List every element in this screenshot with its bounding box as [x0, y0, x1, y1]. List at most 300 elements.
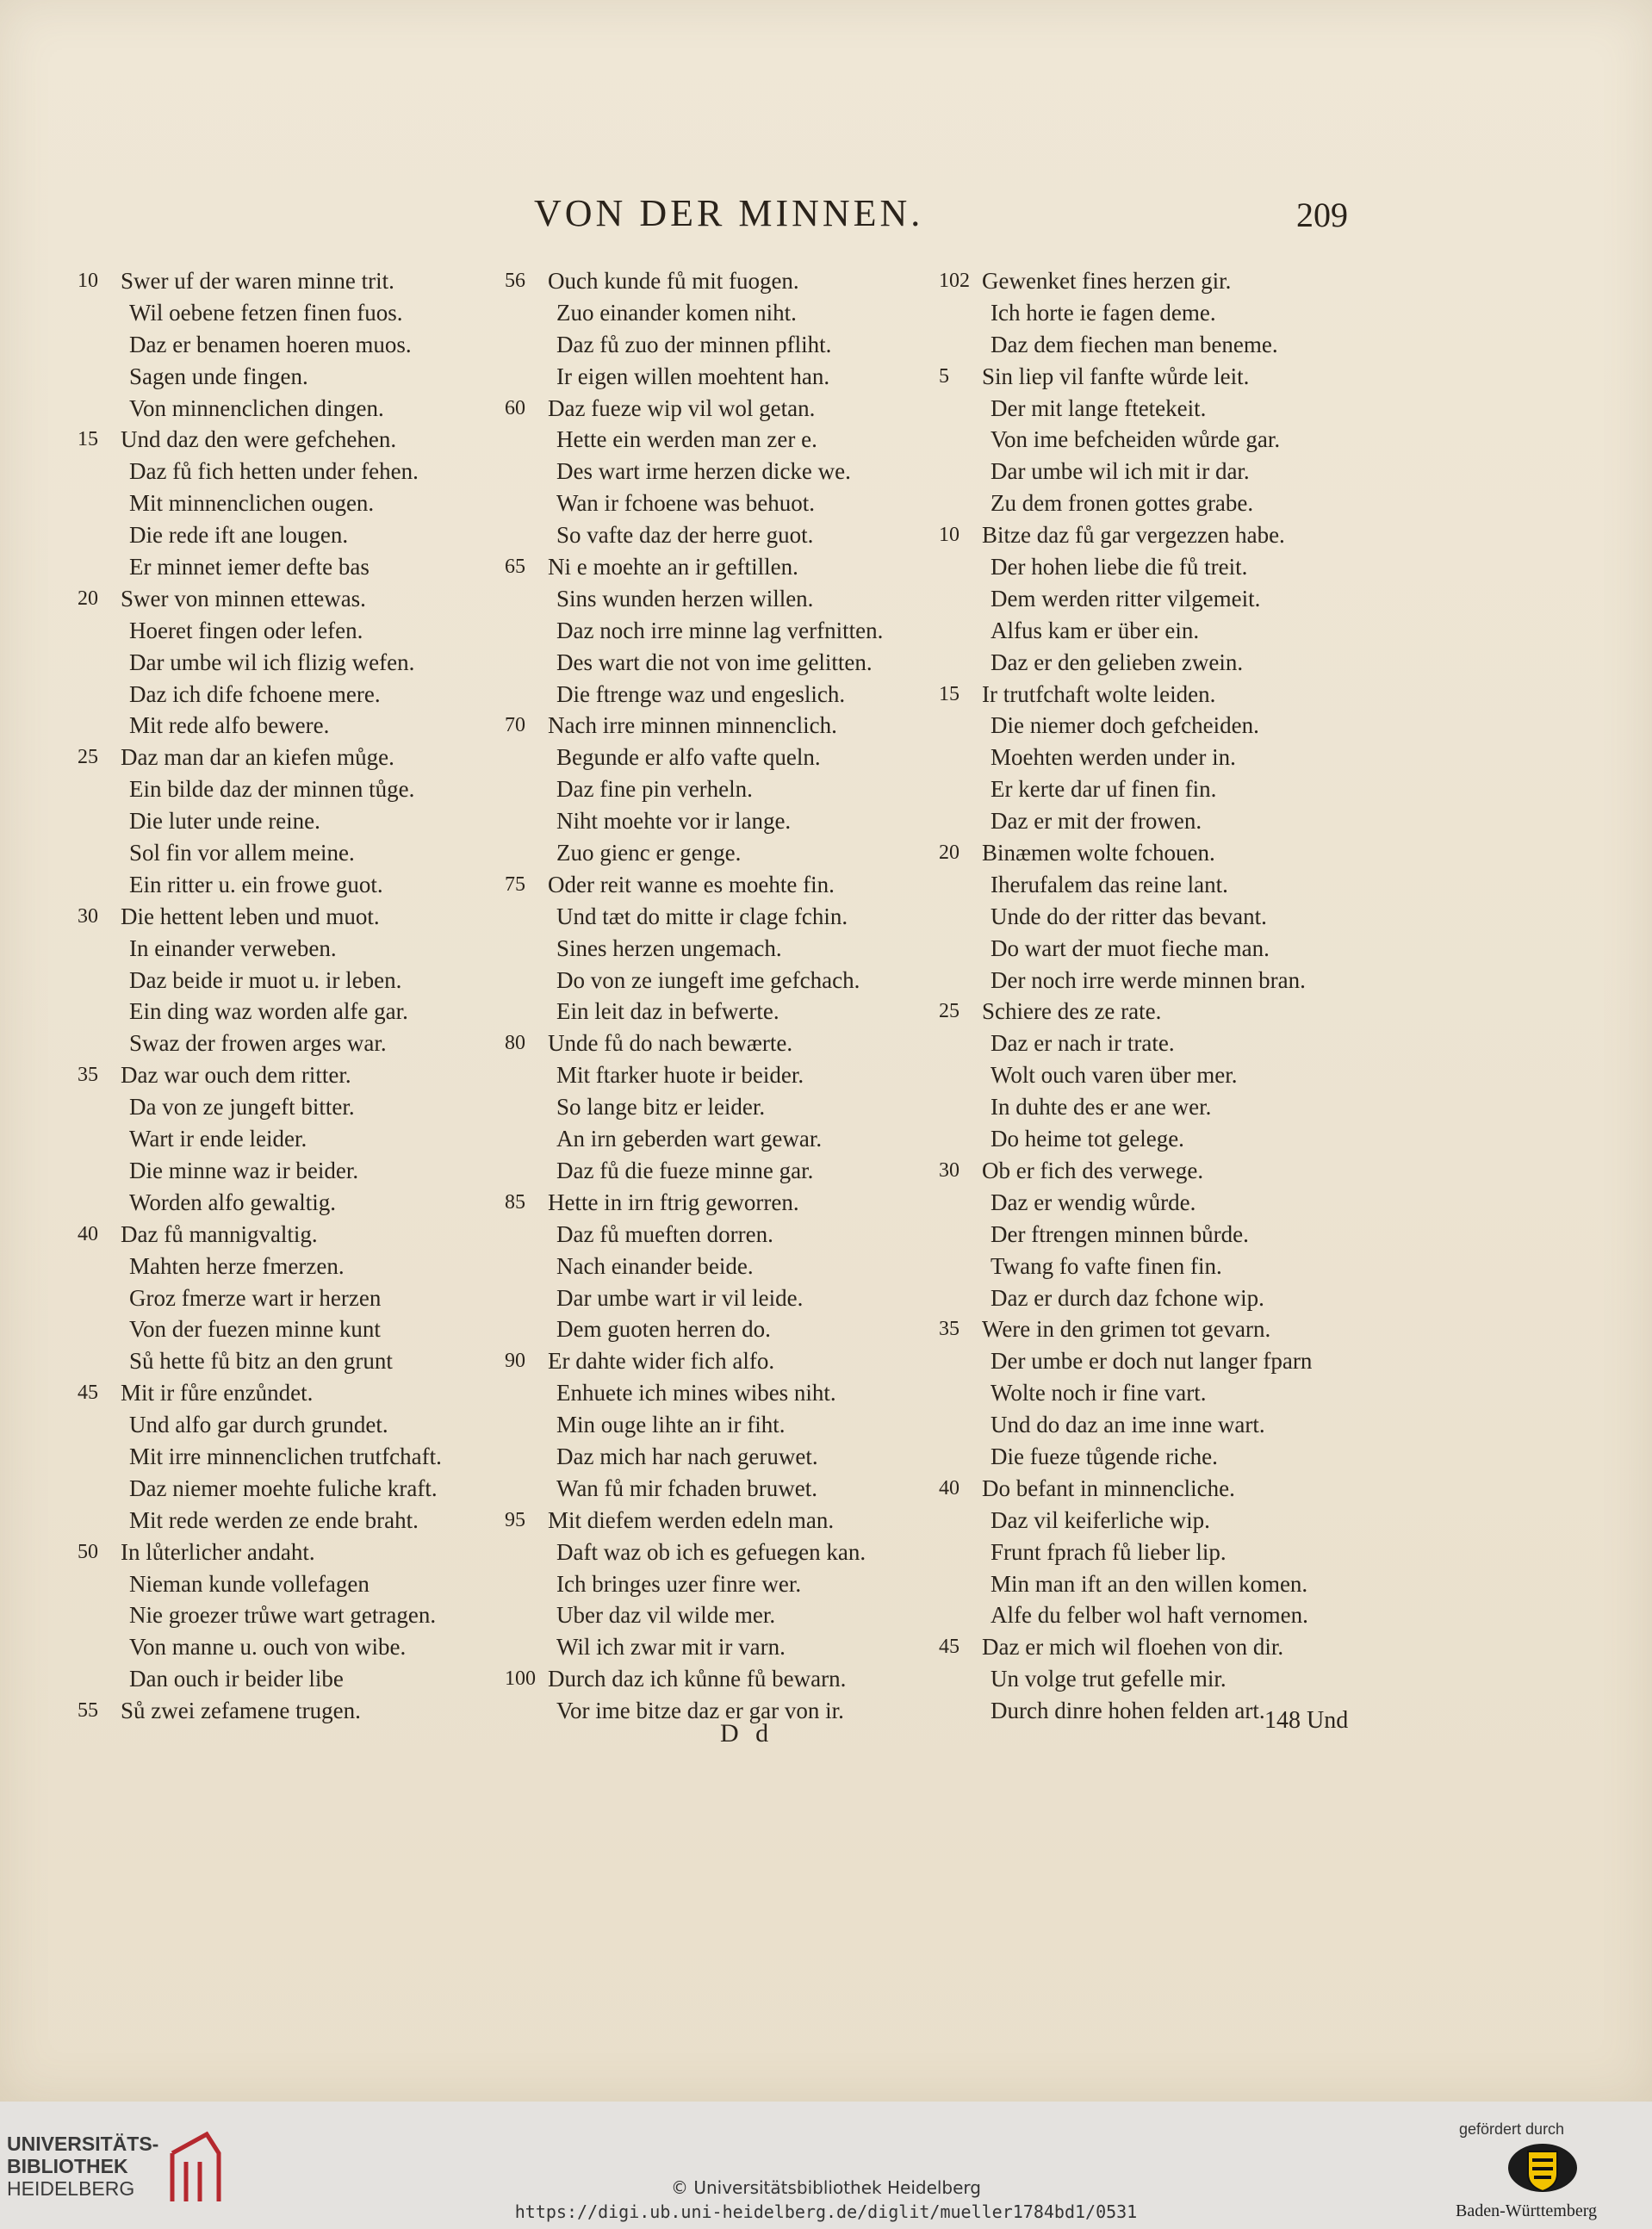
- verse-line: [78, 456, 525, 487]
- verse-line: [505, 615, 953, 647]
- verse-text: Twang fo vafte finen fin.: [991, 1252, 1222, 1279]
- verse-line: [505, 710, 953, 742]
- verse-text: Ein ding waz worden alfe gar.: [129, 998, 408, 1025]
- library-name-line3: HEIDELBERG: [7, 2177, 135, 2200]
- verse-text: Do heime tot gelege.: [991, 1126, 1184, 1152]
- verse-text: Nach einander beide.: [556, 1252, 754, 1279]
- verse-line: [939, 1599, 1387, 1631]
- verse-text: Des wart irme herzen dicke we.: [556, 458, 851, 485]
- verse-text: In lůterlicher andaht.: [121, 1538, 315, 1565]
- verse-line: [505, 933, 953, 965]
- text-column-3: [939, 265, 1387, 1727]
- verse-text: Sol fin vor allem meine.: [129, 840, 355, 866]
- verse-line: [939, 361, 1387, 393]
- verse-text: Worden alfo gewaltig.: [129, 1189, 336, 1215]
- verse-text: Mit diefem werden edeln man.: [548, 1506, 835, 1533]
- verse-line: [505, 1631, 953, 1663]
- text-column-2: [505, 265, 953, 1727]
- verse-line: [505, 1059, 953, 1091]
- verse-line: [939, 837, 1387, 869]
- verse-text: Swer von minnen ettewas.: [121, 585, 366, 612]
- line-number: 60: [505, 396, 525, 419]
- verse-line: [505, 901, 953, 933]
- verse-text: Sins wunden herzen willen.: [556, 585, 814, 612]
- verse-text: Wart ir ende leider.: [129, 1126, 307, 1152]
- verse-text: Uber daz vil wilde mer.: [556, 1602, 776, 1629]
- verse-text: Da von ze jungeft bitter.: [129, 1094, 355, 1121]
- verse-line: [505, 1219, 953, 1251]
- verse-line: [78, 1155, 525, 1187]
- verse-text: Ob er fich des verwege.: [982, 1157, 1204, 1183]
- verse-line: [939, 456, 1387, 487]
- verse-line: [939, 487, 1387, 519]
- verse-line: [78, 1059, 525, 1091]
- verse-text: Daz fů zuo der minnen pfliht.: [556, 331, 832, 357]
- verse-line: [505, 679, 953, 711]
- verse-text: Er minnet iemer defte bas: [129, 554, 370, 581]
- verse-line: [939, 583, 1387, 615]
- verse-text: Wolte noch ir fine vart.: [991, 1380, 1207, 1406]
- line-number: 65: [505, 556, 525, 579]
- verse-text: Daz ich dife fchoene mere.: [129, 680, 381, 707]
- line-number: 20: [78, 587, 98, 610]
- verse-line: [78, 965, 525, 997]
- verse-line: [939, 996, 1387, 1028]
- line-number: 75: [505, 872, 525, 896]
- verse-text: Daz er benamen hoeren muos.: [129, 331, 412, 357]
- verse-text: Und tæt do mitte ir clage fchin.: [556, 903, 848, 929]
- verse-text: Frunt fprach fů lieber lip.: [991, 1538, 1227, 1565]
- verse-text: Die niemer doch gefcheiden.: [991, 712, 1259, 739]
- verse-line: [939, 551, 1387, 583]
- verse-line: [78, 869, 525, 901]
- verse-text: Ouch kunde fů mit fuogen.: [548, 268, 799, 294]
- verse-text: Von ime befcheiden wůrde gar.: [991, 426, 1281, 453]
- verse-text: Ni e moehte an ir geftillen.: [548, 554, 798, 581]
- verse-text: Moehten werden under in.: [991, 744, 1236, 771]
- verse-text: Dan ouch ir beider libe: [129, 1666, 344, 1692]
- verse-line: [78, 519, 525, 551]
- verse-line: [939, 1537, 1387, 1568]
- verse-line: [505, 1663, 953, 1695]
- verse-line: [505, 1091, 953, 1123]
- verse-line: [505, 1028, 953, 1059]
- verse-text: Von manne u. ouch von wibe.: [129, 1634, 407, 1661]
- verse-text: Gewenket fines herzen gir.: [982, 268, 1232, 294]
- verse-text: Daz er den gelieben zwein.: [991, 649, 1244, 675]
- line-number: 5: [939, 364, 949, 388]
- verse-line: [78, 1505, 525, 1537]
- verse-line: [939, 1123, 1387, 1155]
- line-number: 30: [939, 1158, 960, 1182]
- verse-text: Wil ich zwar mit ir varn.: [556, 1634, 786, 1661]
- verse-line: [78, 901, 525, 933]
- verse-line: [505, 1345, 953, 1377]
- line-number: 30: [78, 904, 98, 928]
- verse-text: Ich bringes uzer finre wer.: [556, 1570, 802, 1597]
- verse-line: [505, 1505, 953, 1537]
- verse-line: [505, 456, 953, 487]
- verse-text: Daz er mit der frowen.: [991, 808, 1202, 835]
- verse-line: [78, 1473, 525, 1505]
- verse-line: [505, 805, 953, 837]
- verse-line: [939, 965, 1387, 997]
- verse-line: [78, 773, 525, 805]
- verse-line: [78, 297, 525, 329]
- verse-line: [939, 1568, 1387, 1600]
- verse-line: [939, 265, 1387, 297]
- verse-text: Do wart der muot fieche man.: [991, 934, 1270, 961]
- verse-text: Wil oebene fetzen finen fuos.: [129, 299, 403, 326]
- verse-line: [939, 424, 1387, 456]
- verse-line: [78, 1251, 525, 1282]
- verse-text: Daz fine pin verheln.: [556, 776, 753, 803]
- verse-text: Nieman kunde vollefagen: [129, 1570, 370, 1597]
- verse-text: Do von ze iungeft ime gefchach.: [556, 966, 860, 993]
- verse-text: Min ouge lihte an ir fiht.: [556, 1412, 786, 1438]
- verse-text: Dar umbe wil ich mit ir dar.: [991, 458, 1250, 485]
- verse-line: [78, 1568, 525, 1600]
- line-number: 25: [939, 1000, 960, 1023]
- verse-line: [505, 647, 953, 679]
- verse-line: [78, 583, 525, 615]
- verse-line: [78, 1187, 525, 1219]
- verse-text: Des wart die not von ime gelitten.: [556, 649, 873, 675]
- verse-line: [505, 361, 953, 393]
- verse-line: [78, 805, 525, 837]
- verse-text: Wan fů mir fchaden bruwet.: [556, 1475, 817, 1501]
- verse-line: [505, 837, 953, 869]
- verse-line: [505, 1187, 953, 1219]
- verse-text: Ich horte ie fagen deme.: [991, 299, 1216, 326]
- verse-text: Daft waz ob ich es gefuegen kan.: [556, 1538, 866, 1565]
- verse-text: Iherufalem das reine lant.: [991, 871, 1228, 897]
- verse-line: [78, 1377, 525, 1409]
- verse-line: [939, 1091, 1387, 1123]
- verse-text: Mit ir fůre enzůndet.: [121, 1380, 314, 1406]
- verse-text: Daz fů die fueze minne gar.: [556, 1157, 814, 1183]
- verse-text: Unde do der ritter das bevant.: [991, 903, 1267, 929]
- verse-text: Die fueze tůgende riche.: [991, 1443, 1218, 1469]
- funded-by-label: gefördert durch: [1459, 2120, 1565, 2138]
- verse-line: [505, 583, 953, 615]
- verse-text: Durch daz ich kůnne fů bewarn.: [548, 1666, 847, 1692]
- verse-line: [939, 869, 1387, 901]
- verse-text: Er kerte dar uf finen fin.: [991, 776, 1217, 803]
- verse-text: Niht moehte vor ir lange.: [556, 808, 792, 835]
- verse-line: [505, 742, 953, 773]
- verse-text: Wan ir fchoene was behuot.: [556, 490, 815, 517]
- verse-line: [939, 615, 1387, 647]
- verse-text: Alfus kam er über ein.: [991, 617, 1200, 643]
- verse-line: [939, 933, 1387, 965]
- verse-line: [505, 965, 953, 997]
- verse-line: [505, 1409, 953, 1441]
- verse-line: [939, 710, 1387, 742]
- verse-text: Sů zwei zefamene trugen.: [121, 1698, 361, 1724]
- verse-line: [78, 647, 525, 679]
- verse-line: [505, 1123, 953, 1155]
- verse-line: [78, 1599, 525, 1631]
- verse-text: Nie groezer trůwe wart getragen.: [129, 1602, 437, 1629]
- verse-text: Ein leit daz in befwerte.: [556, 998, 779, 1025]
- verse-line: [505, 519, 953, 551]
- verse-text: Dem guoten herren do.: [556, 1316, 771, 1343]
- verse-text: Hette in irn ftrig geworren.: [548, 1189, 799, 1215]
- verse-line: [505, 1599, 953, 1631]
- verse-text: Begunde er alfo vafte queln.: [556, 744, 821, 771]
- verse-line: [939, 1345, 1387, 1377]
- verse-line: [505, 393, 953, 425]
- verse-text: Und daz den were gefchehen.: [121, 426, 397, 453]
- verse-line: [505, 996, 953, 1028]
- verse-line: [78, 742, 525, 773]
- verse-line: [78, 1219, 525, 1251]
- line-number: 35: [78, 1064, 98, 1087]
- verse-text: Sines herzen ungemach.: [556, 934, 782, 961]
- verse-line: [78, 1631, 525, 1663]
- verse-line: [939, 805, 1387, 837]
- line-number: 102: [939, 270, 970, 292]
- verse-text: Sin liep vil fanfte wůrde leit.: [982, 363, 1250, 389]
- verse-text: Daz dem fiechen man beneme.: [991, 331, 1278, 357]
- verse-line: [939, 773, 1387, 805]
- verse-line: [505, 1251, 953, 1282]
- line-number: 35: [939, 1318, 960, 1341]
- verse-line: [78, 361, 525, 393]
- page-header-title: VON DER MINNEN.: [534, 192, 924, 234]
- verse-text: Hoeret fingen oder lefen.: [129, 617, 363, 643]
- verse-line: [505, 424, 953, 456]
- verse-text: Oder reit wanne es moehte fin.: [548, 871, 835, 897]
- verse-line: [939, 1663, 1387, 1695]
- verse-text: Daz er durch daz fchone wip.: [991, 1284, 1264, 1311]
- verse-line: [939, 901, 1387, 933]
- verse-line: [939, 1059, 1387, 1091]
- verse-text: Die minne waz ir beider.: [129, 1157, 359, 1183]
- verse-text: Daz fueze wip vil wol getan.: [548, 394, 816, 421]
- verse-text: So lange bitz er leider.: [556, 1094, 766, 1121]
- verse-line: [505, 265, 953, 297]
- verse-line: [505, 1377, 953, 1409]
- verse-text: Hette ein werden man zer e.: [556, 426, 817, 453]
- verse-text: Groz fmerze wart ir herzen: [129, 1284, 382, 1311]
- verse-line: [78, 1123, 525, 1155]
- line-number: 15: [939, 682, 960, 705]
- verse-text: Schiere des ze rate.: [982, 998, 1162, 1025]
- line-number: 45: [939, 1636, 960, 1659]
- verse-line: [939, 1377, 1387, 1409]
- verse-text: In einander verweben.: [129, 934, 337, 961]
- verse-line: [939, 742, 1387, 773]
- verse-line: [78, 996, 525, 1028]
- verse-text: Daz er wendig wůrde.: [991, 1189, 1196, 1215]
- line-number: 55: [78, 1699, 98, 1723]
- line-number: 95: [505, 1508, 525, 1531]
- verse-line: [939, 1219, 1387, 1251]
- verse-text: Die hettent leben und muot.: [121, 903, 380, 929]
- verse-text: Daz er nach ir trate.: [991, 1030, 1175, 1057]
- verse-line: [78, 933, 525, 965]
- line-number: 100: [505, 1667, 536, 1691]
- verse-text: Daz vil keiferliche wip.: [991, 1506, 1210, 1533]
- verse-line: [78, 1028, 525, 1059]
- verse-line: [505, 869, 953, 901]
- verse-line: [505, 1568, 953, 1600]
- funder-name: Baden-Württemberg: [1456, 2201, 1598, 2220]
- verse-text: Die luter unde reine.: [129, 808, 320, 835]
- line-number: 80: [505, 1032, 525, 1055]
- verse-text: Durch dinre hohen felden art.: [991, 1698, 1265, 1724]
- verse-text: Swaz der frowen arges war.: [129, 1030, 387, 1057]
- line-number: 20: [939, 841, 960, 865]
- verse-line: [939, 1473, 1387, 1505]
- verse-text: Und alfo gar durch grundet.: [129, 1412, 388, 1438]
- line-number: 10: [78, 270, 98, 292]
- verse-text: Die ftrenge waz und engeslich.: [556, 680, 846, 707]
- verse-line: [505, 487, 953, 519]
- verse-line: [505, 329, 953, 361]
- verse-line: [939, 1631, 1387, 1663]
- permalink-url[interactable]: https://digi.ub.uni-heidelberg.de/diglit/mueller1784bd1/0531: [514, 2201, 1138, 2222]
- line-number: 40: [939, 1476, 960, 1499]
- verse-text: Vor ime bitze daz er gar von ir.: [556, 1698, 844, 1724]
- verse-text: Do befant in minnencliche.: [982, 1475, 1235, 1501]
- verse-text: Dar umbe wart ir vil leide.: [556, 1284, 804, 1311]
- verse-text: Daz beide ir muot u. ir leben.: [129, 966, 402, 993]
- line-number: 50: [78, 1540, 98, 1563]
- verse-text: An irn geberden wart gewar.: [556, 1126, 823, 1152]
- verse-line: [505, 1473, 953, 1505]
- line-number: 10: [939, 524, 960, 547]
- verse-line: [939, 1155, 1387, 1187]
- verse-line: [78, 1441, 525, 1473]
- verse-text: Daz er mich wil floehen von dir.: [982, 1634, 1284, 1661]
- verse-text: Zuo einander komen niht.: [556, 299, 797, 326]
- verse-line: [939, 519, 1387, 551]
- verse-line: [78, 710, 525, 742]
- verse-text: Der noch irre werde minnen bran.: [991, 966, 1306, 993]
- line-number: 70: [505, 714, 525, 737]
- verse-text: Mit rede alfo bewere.: [129, 712, 330, 739]
- verse-text: Daz fů fich hetten under fehen.: [129, 458, 419, 485]
- verse-text: Daz noch irre minne lag verfnitten.: [556, 617, 884, 643]
- line-number: 56: [505, 270, 525, 292]
- line-number: 90: [505, 1350, 525, 1373]
- verse-text: Nach irre minnen minnenclich.: [548, 712, 837, 739]
- verse-text: Er dahte wider fich alfo.: [548, 1348, 775, 1375]
- verse-text: Daz fů mannigvaltig.: [121, 1220, 318, 1247]
- verse-text: Daz mich har nach geruwet.: [556, 1443, 818, 1469]
- verse-text: Mahten herze fmerzen.: [129, 1252, 345, 1279]
- verse-text: Min man ift an den willen komen.: [991, 1570, 1308, 1597]
- verse-line: [505, 1155, 953, 1187]
- verse-line: [939, 1187, 1387, 1219]
- verse-text: Sagen unde fingen.: [129, 363, 308, 389]
- verse-line: [78, 837, 525, 869]
- verse-line: [78, 424, 525, 456]
- verse-text: Die rede ift ane lougen.: [129, 522, 349, 549]
- verse-line: [939, 679, 1387, 711]
- verse-text: Daz fů mueften dorren.: [556, 1220, 773, 1247]
- line-number: 40: [78, 1222, 98, 1245]
- verse-text: Unde fů do nach bewærte.: [548, 1030, 793, 1057]
- verse-line: [78, 1409, 525, 1441]
- verse-text: Zuo gienc er genge.: [556, 840, 742, 866]
- verse-line: [78, 265, 525, 297]
- verse-line: [78, 1313, 525, 1345]
- verse-text: Dar umbe wil ich flizig wefen.: [129, 649, 415, 675]
- verse-text: Were in den grimen tot gevarn.: [982, 1316, 1271, 1343]
- verse-line: [78, 679, 525, 711]
- verse-text: So vafte daz der herre guot.: [556, 522, 814, 549]
- verse-line: [78, 487, 525, 519]
- verse-text: Der hohen liebe die fů treit.: [991, 554, 1248, 581]
- verse-line: [505, 1313, 953, 1345]
- verse-text: Der umbe er doch nut langer fparn: [991, 1348, 1313, 1375]
- line-number: 15: [78, 428, 98, 451]
- verse-line: [505, 551, 953, 583]
- verse-line: [78, 1663, 525, 1695]
- verse-line: [78, 615, 525, 647]
- copyright-notice: © Universitätsbibliothek Heidelberg: [670, 2177, 981, 2198]
- verse-line: [78, 393, 525, 425]
- library-name-line1: UNIVERSITÄTS-: [7, 2133, 159, 2155]
- verse-text: Der mit lange ftetekeit.: [991, 394, 1207, 421]
- verse-line: [505, 773, 953, 805]
- verse-text: Daz niemer moehte fuliche kraft.: [129, 1475, 438, 1501]
- verse-line: [78, 551, 525, 583]
- verse-text: Von der fuezen minne kunt: [129, 1316, 381, 1343]
- verse-text: Alfe du felber wol haft vernomen.: [991, 1602, 1308, 1629]
- verse-line: [939, 393, 1387, 425]
- line-number: 85: [505, 1190, 525, 1214]
- verse-line: [78, 1345, 525, 1377]
- catchword: 148 Und: [1264, 1707, 1349, 1734]
- verse-text: Mit irre minnenclichen trutfchaft.: [129, 1443, 442, 1469]
- signature-mark: D d: [720, 1719, 774, 1748]
- verse-line: [78, 1091, 525, 1123]
- verse-text: Mit minnenclichen ougen.: [129, 490, 375, 517]
- verse-text: Der ftrengen minnen bůrde.: [991, 1220, 1249, 1247]
- verse-text: Zu dem fronen gottes grabe.: [991, 490, 1254, 517]
- verse-line: [939, 1282, 1387, 1314]
- library-name-line2: BIBLIOTHEK: [7, 2155, 128, 2177]
- verse-line: [939, 1251, 1387, 1282]
- verse-text: Un volge trut gefelle mir.: [991, 1666, 1227, 1692]
- verse-line: [505, 1537, 953, 1568]
- verse-line: [505, 297, 953, 329]
- verse-line: [78, 1282, 525, 1314]
- line-number: 45: [78, 1381, 98, 1405]
- verse-text: Ir eigen willen moehtent han.: [556, 363, 830, 389]
- verse-line: [939, 297, 1387, 329]
- line-number: 25: [78, 746, 98, 769]
- verse-line: [939, 1441, 1387, 1473]
- verse-text: Mit rede werden ze ende braht.: [129, 1506, 419, 1533]
- verse-text: Daz man dar an kiefen můge.: [121, 744, 394, 771]
- verse-text: Dem werden ritter vilgemeit.: [991, 585, 1261, 612]
- verse-text: Enhuete ich mines wibes niht.: [556, 1380, 836, 1406]
- verse-line: [939, 1505, 1387, 1537]
- verse-line: [939, 1313, 1387, 1345]
- verse-text: Sů hette fů bitz an den grunt: [129, 1348, 393, 1375]
- verse-text: Ir trutfchaft wolte leiden.: [982, 680, 1216, 707]
- verse-line: [78, 1695, 525, 1727]
- coat-of-arms-icon: [1504, 2139, 1581, 2196]
- verse-text: In duhte des er ane wer.: [991, 1094, 1212, 1121]
- verse-text: Binæmen wolte fchouen.: [982, 840, 1215, 866]
